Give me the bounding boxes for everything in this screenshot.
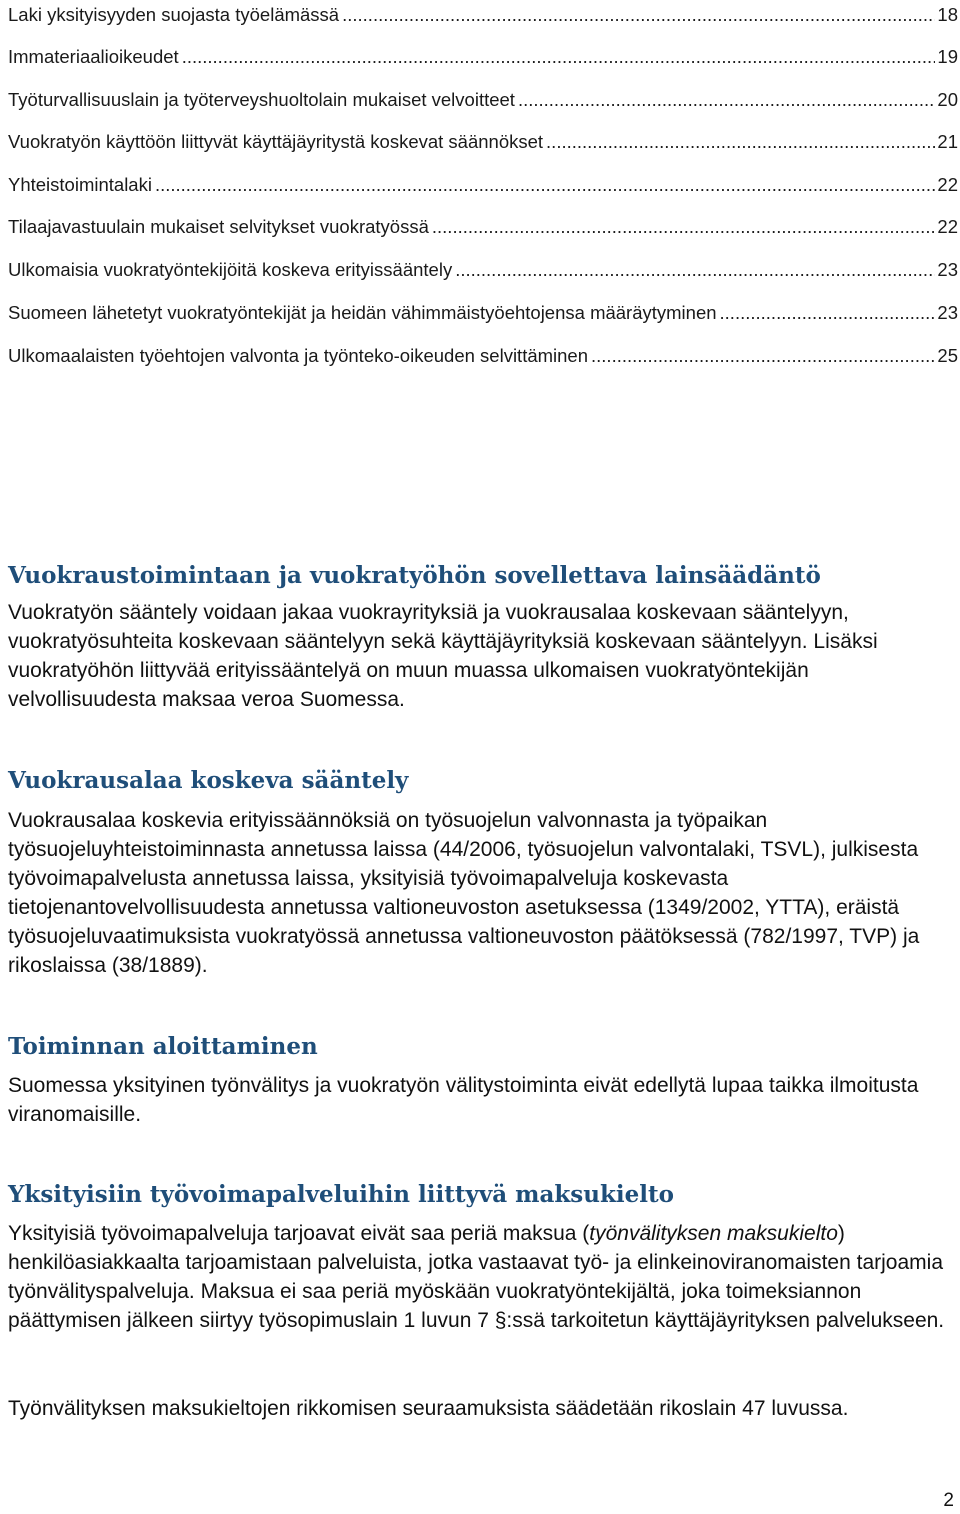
toc-entry-page: 19 [937,46,958,67]
toc-entry[interactable] [8,0,958,30]
toc-dot-leader [182,46,936,68]
toc-entry-title: Tilaajavastuulain mukaiset selvitykset vuokratyössä [8,216,429,237]
toc-entry-page: 23 [937,259,958,280]
toc-entry[interactable] [8,42,958,72]
page-number: 2 [943,1490,954,1511]
toc-dot-leader [455,259,935,281]
toc-dot-leader [546,131,935,153]
fee-ban-text-end: ) henkilöasiakkaalta tarjoamistaan palveluista, jotka vastaavat työ- ja elinkeinoviranomaisten tarjoamia työnvälityspalveluja. Maksua ei saa periä myöskään vuokratyöntekijältä, joka toimeksiannon päättymisen jälkeen siirtyy työsopimuslain 1 luvun 7 §:ssä tarkoitetun käyttäjäyrityksen palvelukseen. [8,1222,945,1332]
section-heading-fee-ban: Yksityisiin työvoimapalveluihin liittyvä maksukielto [8,1181,674,1208]
toc-dot-leader [518,89,935,111]
toc-entry-title: Ulkomaalaisten työehtojen valvonta ja työnteko-oikeuden selvittäminen [8,345,589,366]
toc-entry[interactable] [8,85,958,115]
toc-entry-page: 21 [937,131,958,152]
section-heading-legislation: Vuokraustoimintaan ja vuokratyöhön sovellettava lainsäädäntö [8,562,821,589]
toc-entry[interactable] [8,298,958,328]
toc-entry-page: 25 [937,345,958,366]
toc-dot-leader [342,4,935,26]
toc-entry[interactable] [8,212,958,242]
toc-entry-title: Työturvallisuuslain ja työterveyshuoltolain mukaiset velvoitteet [8,89,515,110]
toc-dot-leader [720,302,936,324]
toc-entry-title: Immateriaalioikeudet [8,46,179,67]
toc-entry[interactable] [8,127,958,157]
section-body-legislation: Vuokratyön sääntely voidaan jakaa vuokrayrityksiä ja vuokrausalaa koskevaan sääntelyyn, vuokratyösuhteita koskevaan sääntelyyn sekä käyttäjäyrityksiä koskevaan sääntelyyn. Lisäksi vuokratyöhön liittyvää erityissääntelyä on muun muassa ulkomaisen vuokratyöntekijän velvollisuudesta maksaa veroa Suomessa. [8,601,878,711]
toc-entry-title: Vuokratyön käyttöön liittyvät käyttäjäyritystä koskevat säännökset [8,131,544,152]
section-body-fee-ban-penalties: Työnvälityksen maksukieltojen rikkomisen seuraamuksista säädetään rikoslain 47 luvussa. [8,1397,849,1420]
toc-entry[interactable] [8,170,958,200]
section-heading-industry-regulation: Vuokrausalaa koskeva sääntely [8,767,409,794]
section-body-starting-operations: Suomessa yksityinen työnvälitys ja vuokratyön välitystoiminta eivät edellytä lupaa taikka ilmoitusta viranomaisille. [8,1074,919,1126]
section-body-industry-regulation: Vuokrausalaa koskevia erityissäännöksiä on työsuojelun valvonnasta ja työpaikan työsuojeluyhteistoiminnasta annetussa laissa (44/2006, työsuojelun valvontalaki, TSVL), julkisesta työvoimapalvelusta annetussa laissa, yksityisiä työvoimapalveluja koskevasta tietojenantovelvollisuudesta annetussa valtioneuvoston asetuksessa (1349/2002, YTTA), eräistä työsuojeluvaatimuksista vuokratyössä annetussa valtioneuvoston päätöksessä (782/1997, TVP) ja rikoslaissa (38/1889). [8,809,920,977]
fee-ban-term: työnvälityksen maksukielto [589,1222,838,1245]
toc-entry[interactable] [8,255,958,285]
toc-entry-page: 22 [937,174,958,195]
toc-dot-leader [591,345,935,367]
section-body-fee-ban [8,1219,956,1335]
toc-entry-page: 20 [937,89,958,110]
toc-entry-page: 23 [937,302,958,323]
fee-ban-text-start: Yksityisiä työvoimapalveluja tarjoavat eivät saa periä maksua ( [8,1222,590,1245]
toc-entry[interactable] [8,341,958,371]
toc-entry-title: Ulkomaisia vuokratyöntekijöitä koskeva erityissääntely [8,259,453,280]
toc-dot-leader [155,174,935,196]
toc-entry-title: Yhteistoimintalaki [8,174,152,195]
toc-entry-title: Suomeen lähetetyt vuokratyöntekijät ja heidän vähimmäistyöehtojensa määräytyminen [8,302,717,323]
toc-entry-title: Laki yksityisyyden suojasta työelämässä [8,4,340,25]
toc-entry-page: 18 [937,4,958,25]
toc-entry-page: 22 [937,216,958,237]
toc-dot-leader [432,216,936,238]
section-heading-starting-operations: Toiminnan aloittaminen [8,1033,318,1060]
